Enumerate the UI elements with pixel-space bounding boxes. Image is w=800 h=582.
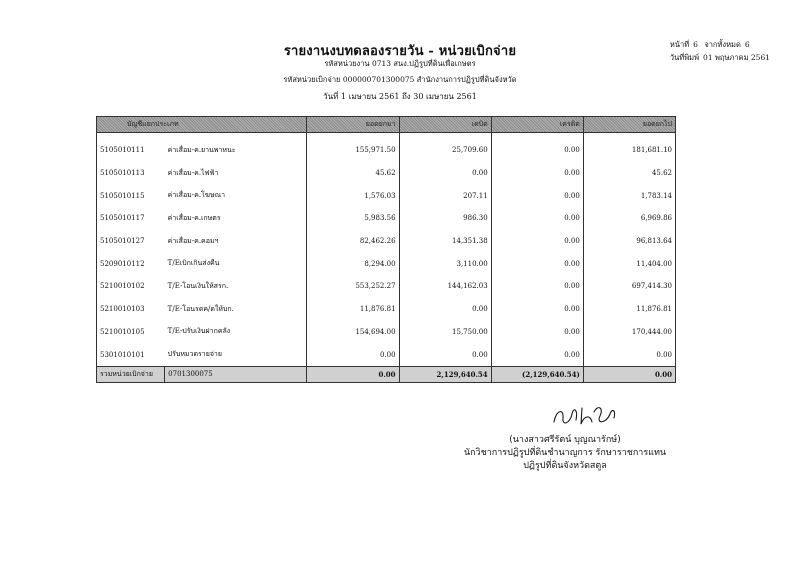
account-code: 5210010103 [97, 298, 165, 321]
account-code: 5209010112 [97, 252, 165, 275]
closing-balance: 45.62 [583, 162, 675, 185]
table-row [97, 298, 676, 321]
handwritten-signature [548, 400, 628, 430]
total-unit-code: 0701300075 [165, 366, 307, 382]
table-header-row [97, 117, 676, 133]
page-info [670, 38, 774, 64]
debit: 25,709.60 [399, 133, 491, 162]
print-date-label: วันที่พิมพ์ [669, 53, 700, 62]
closing-balance: 170,444.00 [583, 321, 675, 344]
page-label: หน้าที่ [669, 40, 690, 49]
total-row [97, 366, 676, 382]
opening-balance: 11,876.81 [307, 298, 399, 321]
closing-balance: 6,969.86 [583, 207, 675, 230]
account-name: ค่าเสื่อม-ค.ยานพาหนะ [165, 133, 307, 162]
total-credit: (2,129,640.54) [491, 366, 583, 382]
credit: 0.00 [491, 184, 583, 207]
col-debit: เดบิต [399, 117, 491, 133]
credit: 0.00 [491, 343, 583, 366]
account-name: ค่าเสื่อม-ค.ไฟฟ้า [165, 162, 307, 185]
signer-name: (นางสาวศรีรัตน์ บุญณารักษ์) [509, 435, 621, 445]
col-account: บัญชีแยกประเภท [97, 117, 307, 133]
opening-balance: 553,252.27 [307, 275, 399, 298]
closing-balance: 0.00 [583, 343, 675, 366]
table-row [97, 162, 676, 185]
credit: 0.00 [491, 162, 583, 185]
debit: 207.11 [399, 184, 491, 207]
table-row [97, 133, 676, 162]
account-name: ค่าเสื่อม-ค.โฆษณา [165, 184, 307, 207]
credit: 0.00 [491, 275, 583, 298]
account-name: T/E-ปรับเงินฝากคลัง [165, 321, 307, 344]
debit: 14,351.38 [399, 230, 491, 253]
table-row [97, 184, 676, 207]
total-debit: 2,129,640.54 [399, 366, 491, 382]
print-date: 01 พฤษภาคม 2561 [703, 53, 770, 62]
table-row [97, 343, 676, 366]
table-row [97, 230, 676, 253]
account-name: ปรับหมวดรายจ่าย [165, 343, 307, 366]
debit: 986.30 [399, 207, 491, 230]
credit: 0.00 [491, 252, 583, 275]
disbursement-unit-line: รหัสหน่วยเบิกจ่าย 000000701300075 สำนักงานการปฏิรูปที่ดินจังหวัด [283, 75, 517, 84]
credit: 0.00 [491, 298, 583, 321]
account-code: 5210010102 [97, 275, 165, 298]
closing-balance: 1,783.14 [583, 184, 675, 207]
trial-balance-table [96, 116, 676, 383]
report-title: รายงานงบทดลองรายวัน - หน่วยเบิกจ่าย [283, 44, 517, 59]
account-code: 5105010111 [97, 133, 165, 162]
debit: 144,162.03 [399, 275, 491, 298]
col-closing: ยอดยกไป [583, 117, 675, 133]
table-row [97, 321, 676, 344]
total-opening: 0.00 [307, 366, 399, 382]
credit: 0.00 [491, 133, 583, 162]
closing-balance: 181,681.10 [583, 133, 675, 162]
col-opening: ยอดยกมา [307, 117, 399, 133]
account-code: 5210010105 [97, 321, 165, 344]
debit: 15,750.00 [399, 321, 491, 344]
account-code: 5301010101 [97, 343, 165, 366]
opening-balance: 1,576.03 [307, 184, 399, 207]
closing-balance: 11,876.81 [583, 298, 675, 321]
closing-balance: 11,404.00 [583, 252, 675, 275]
page-number: 6 [693, 40, 698, 49]
account-code: 5105010127 [97, 230, 165, 253]
opening-balance: 154,694.00 [307, 321, 399, 344]
account-name: T/E-โอนเงินให้สรก. [165, 275, 307, 298]
credit: 0.00 [491, 230, 583, 253]
opening-balance: 8,294.00 [307, 252, 399, 275]
closing-balance: 697,414.30 [583, 275, 675, 298]
account-code: 5105010117 [97, 207, 165, 230]
opening-balance: 82,462.26 [307, 230, 399, 253]
signer-position: นักวิชาการปฏิรูปที่ดินชำนาญการ รักษาราชการแทน [463, 448, 667, 458]
total-label: รวมหน่วยเบิกจ่าย [97, 366, 165, 382]
debit: 0.00 [399, 298, 491, 321]
col-credit: เครดิต [491, 117, 583, 133]
table-row [97, 252, 676, 275]
opening-balance: 0.00 [307, 343, 399, 366]
account-code: 5105010113 [97, 162, 165, 185]
total-closing: 0.00 [583, 366, 675, 382]
closing-balance: 96,813.64 [583, 230, 675, 253]
opening-balance: 5,983.56 [307, 207, 399, 230]
account-name: ค่าเสื่อม-ค.เกษตร [165, 207, 307, 230]
account-name: ค่าเสื่อม-ค.คอมฯ [165, 230, 307, 253]
opening-balance: 155,971.50 [307, 133, 399, 162]
debit: 3,110.00 [399, 252, 491, 275]
credit: 0.00 [491, 321, 583, 344]
table-row [97, 275, 676, 298]
total-pages-label: จากทั้งหมด [704, 40, 741, 49]
total-pages: 6 [744, 40, 750, 49]
opening-balance: 45.62 [307, 162, 399, 185]
table-row [97, 207, 676, 230]
signature-block [440, 434, 690, 473]
account-name: T/E-โอนรดค/ดให้บก. [165, 298, 307, 321]
date-range-line: วันที่ 1 เมษายน 2561 ถึง 30 เมษายน 2561 [323, 92, 477, 101]
debit: 0.00 [399, 162, 491, 185]
account-code: 5105010115 [97, 184, 165, 207]
debit: 0.00 [399, 343, 491, 366]
agency-line: รหัสหน่วยงาน 0713 สนง.ปฏิรูปที่ดินเพื่อเกษตร [324, 59, 476, 68]
credit: 0.00 [491, 207, 583, 230]
signer-office: ปฏิรูปที่ดินจังหวัดสตูล [523, 461, 607, 471]
account-name: T/Eเบิกเกินส่งคืน [165, 252, 307, 275]
